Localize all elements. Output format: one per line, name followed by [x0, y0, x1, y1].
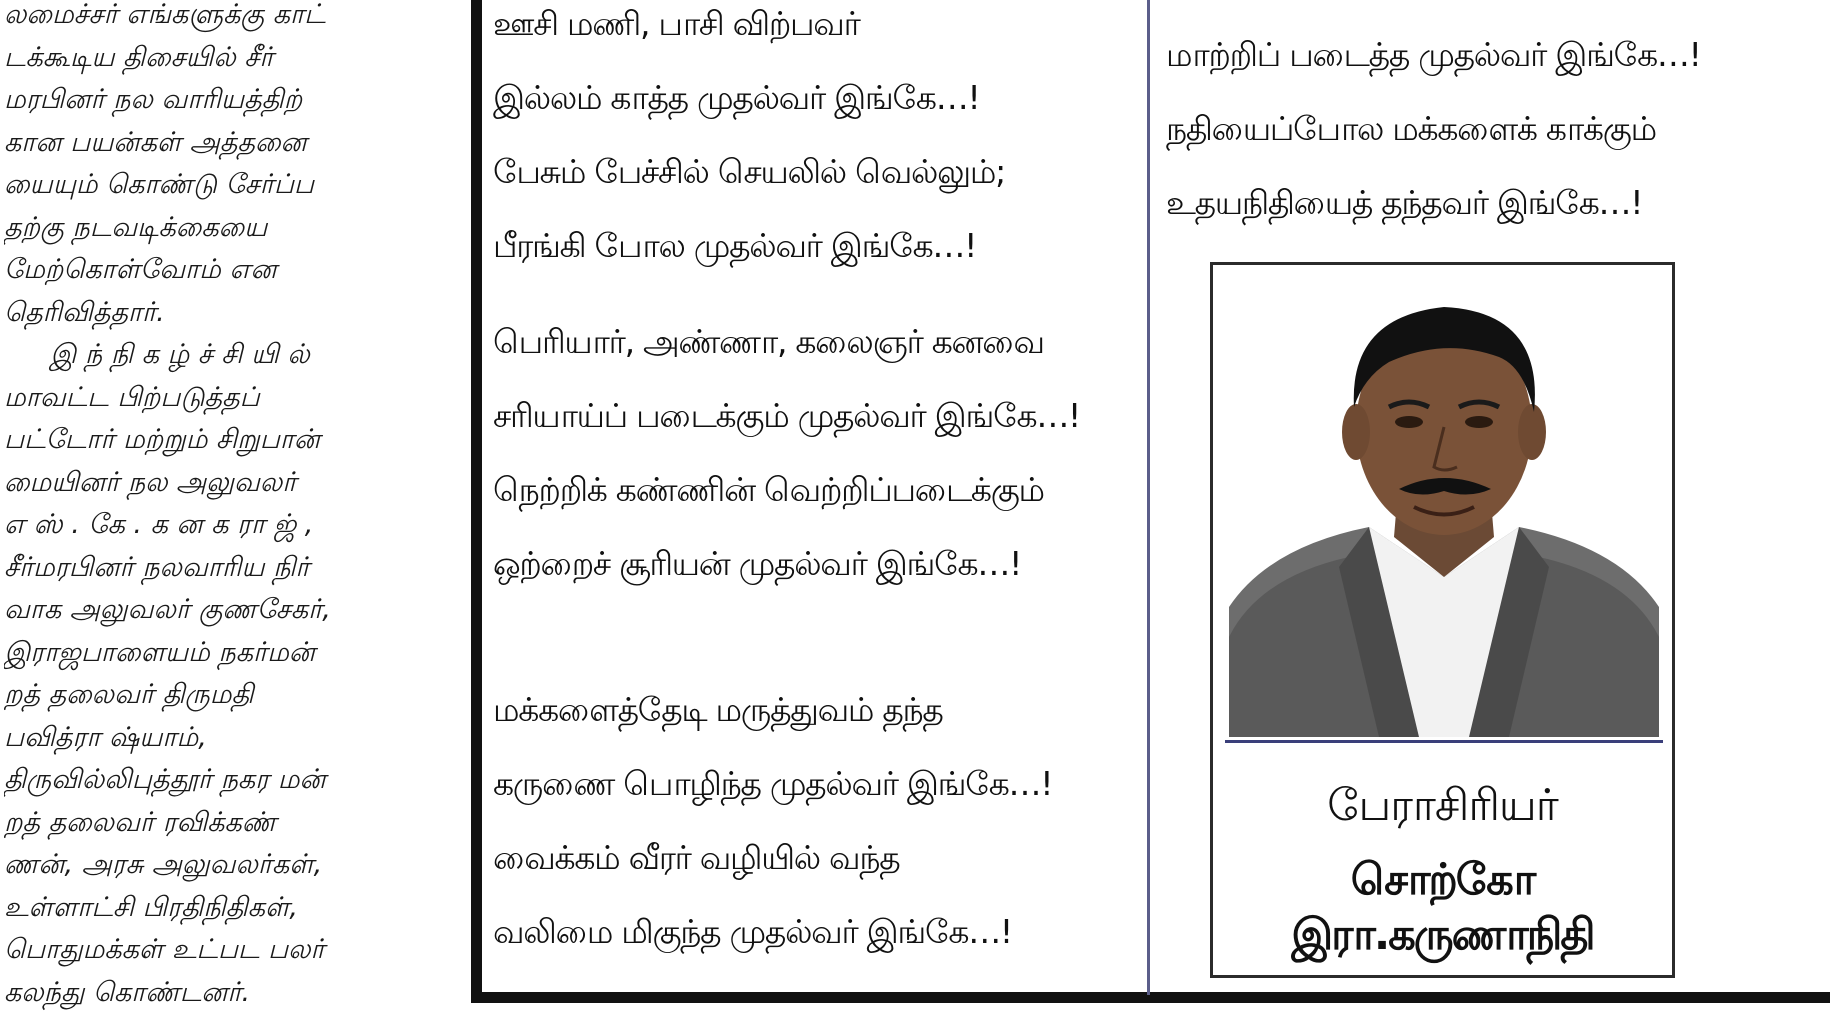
poem-line: இல்லம் காத்த முதல்வர் இங்கே…! [493, 78, 980, 117]
poem-stanza-3 [493, 673, 1133, 969]
poem-line: மக்களைத்தேடி மருத்துவம் தந்த [493, 690, 943, 729]
news-article-column [4, 0, 436, 1014]
news-line: பவித்ரா ஷ்யாம், [4, 721, 207, 753]
poem-line: வலிமை மிகுந்த முதல்வர் இங்கே…! [493, 912, 1012, 951]
poem-line: கருணை பொழிந்த முதல்வர் இங்கே…! [493, 764, 1053, 803]
news-line: மேற்கொள்வோம் என [4, 254, 277, 285]
news-line: ணன், அரசு அலுவலர்கள், [4, 849, 323, 880]
poem-line: மாற்றிப் படைத்த முதல்வர் இங்கே…! [1166, 35, 1701, 74]
news-line: றத் தலைவர் திருமதி [4, 679, 254, 710]
news-line: பட்டோர் மற்றும் சிறுபான் [4, 424, 321, 455]
news-line: மரபினர் நல வாரியத்திற் [4, 84, 303, 115]
news-line: கலந்து கொண்டனர். [4, 976, 251, 1008]
poem-line: பெரியார், அண்ணா, கலைஞர் கனவை [493, 322, 1044, 361]
news-line: சீர்மரபினர் நலவாரிய நிர் [4, 551, 310, 583]
news-line: டக்கூடிய திசையில் சீர் [4, 41, 274, 73]
news-line: வாக அலுவலர் குணசேகர், [4, 594, 331, 625]
poem-line: நெற்றிக் கண்ணின் வெற்றிப்படைக்கும் [493, 470, 1044, 509]
news-line: லமைச்சர் எங்களுக்கு காட் [4, 0, 326, 30]
poem-stanza-1 [493, 0, 1133, 283]
column-divider [1147, 0, 1150, 995]
news-line: உள்ளாட்சி பிரதிநிதிகள், [4, 891, 298, 923]
caption-divider [1225, 740, 1663, 743]
poem-right-column [1166, 18, 1726, 240]
author-portrait [1229, 277, 1659, 737]
news-line: எ ஸ் . கே . க ன க ரா ஜ் , [4, 509, 314, 540]
news-paragraph-1 [4, 0, 436, 334]
poem-line: சரியாய்ப் படைக்கும் முதல்வர் இங்கே…! [493, 396, 1080, 435]
news-line: தெரிவித்தார். [4, 296, 165, 328]
news-line: திருவில்லிபுத்தூர் நகர மன் [4, 764, 326, 795]
author-title: பேராசிரியர் [1327, 780, 1558, 831]
news-line: யையும் கொண்டு சேர்ப்ப [4, 169, 314, 200]
poem-line: பேசும் பேச்சில் செயலில் வெல்லும்; [493, 152, 1005, 191]
poem-line: நதியைப்போல மக்களைக் காக்கும் [1166, 109, 1656, 148]
poem-line: பீரங்கி போல முதல்வர் இங்கே…! [493, 226, 977, 265]
poem-stanza-2 [493, 305, 1133, 601]
news-paragraph-2 [4, 334, 436, 1014]
news-line: இ ந் நி க ழ் ச் சி யி ல் [50, 339, 310, 370]
news-line: மாவட்ட பிற்படுத்தப் [4, 381, 260, 413]
poem-line: ஊசி மணி, பாசி விற்பவர் [493, 4, 860, 43]
poem-line: உதயநிதியைத் தந்தவர் இங்கே…! [1166, 183, 1643, 222]
news-line: தற்கு நடவடிக்கையை [4, 211, 268, 243]
author-photo-frame [1210, 262, 1675, 978]
news-line: இராஜபாளையம் நகர்மன் [4, 636, 316, 668]
news-line: கான பயன்கள் அத்தனை [4, 126, 307, 158]
news-line: மையினர் நல அலுவலர் [4, 466, 297, 498]
poem-line: வைக்கம் வீரர் வழியில் வந்த [493, 838, 900, 877]
poem-line: ஒற்றைச் சூரியன் முதல்வர் இங்கே…! [493, 544, 1021, 583]
author-name: சொற்கோ இரா.கருணாநிதி [1291, 855, 1594, 960]
news-line: றத் தலைவர் ரவிக்கண் [4, 806, 277, 838]
news-line: பொதுமக்கள் உட்பட பலர் [4, 934, 325, 965]
